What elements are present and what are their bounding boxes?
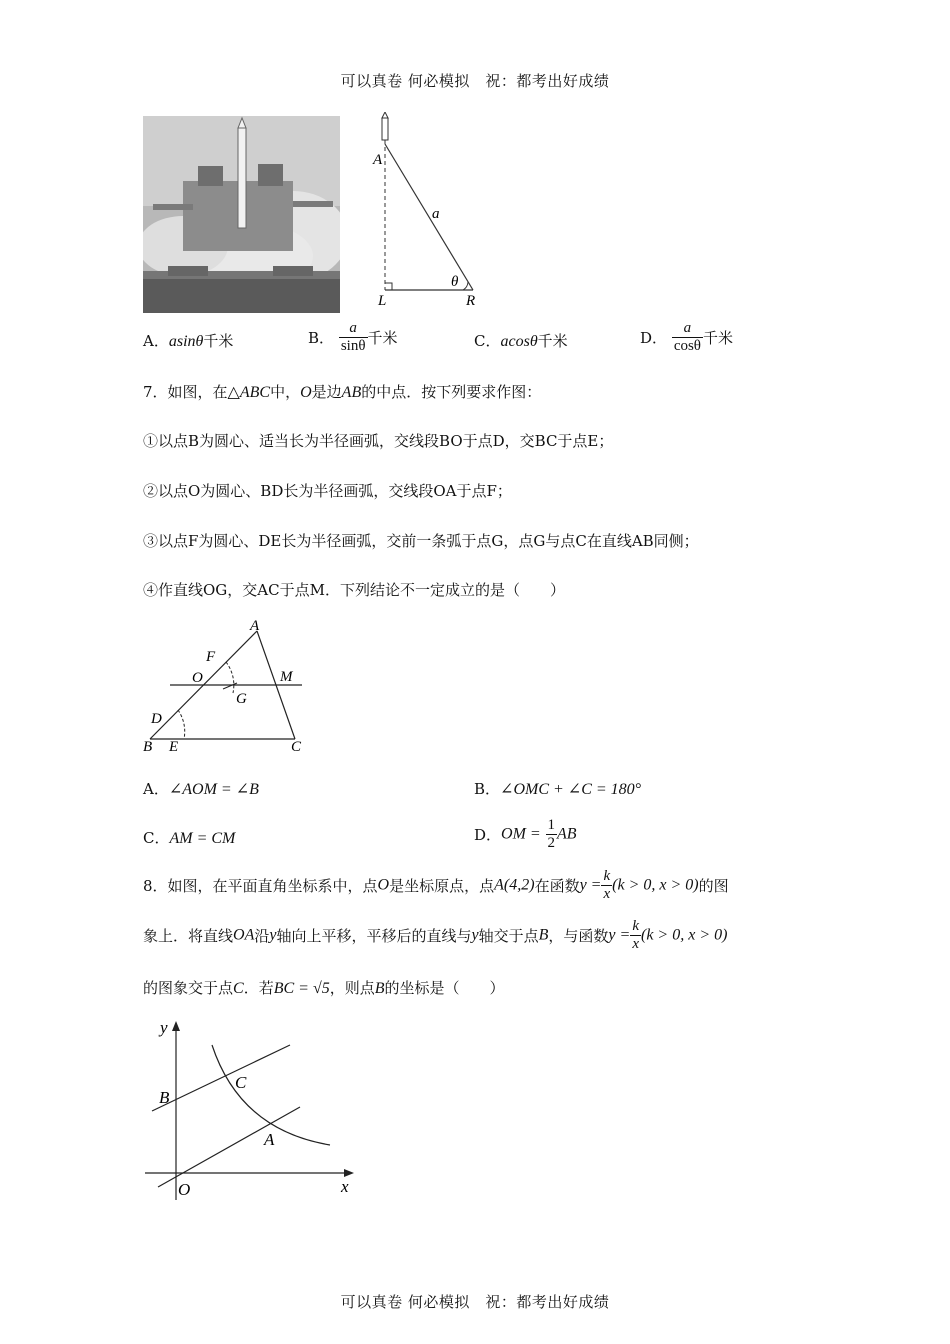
option-fraction: $\frac{a}{\cos\theta}$ (673, 320, 701, 354)
svg-text:C: C (291, 739, 302, 755)
svg-text:O: O (192, 670, 203, 686)
option-unit: 千米 (537, 332, 568, 350)
construction-drawing (140, 615, 320, 760)
page-footer: 可以真卷 何必模拟 祝：都考出好成绩 (340, 1293, 610, 1311)
page-header: 可以真卷 何必模拟 祝：都考出好成绩 (340, 72, 610, 90)
option-unit: 千米 (203, 332, 234, 350)
q7-option-a[interactable]: A．∠AOM = ∠B (143, 780, 259, 798)
svg-text:D: D (151, 711, 162, 727)
svg-text:B: B (159, 1088, 170, 1107)
rocket-launch-photo (143, 116, 340, 313)
q6-option-b[interactable] (308, 320, 398, 355)
label-a: a (432, 206, 440, 222)
q7-option-b[interactable]: B．∠OMC + ∠C = 180° (474, 780, 642, 798)
function-fraction: $\frac{k}{x}$ (603, 868, 611, 902)
svg-text:x: x (341, 1177, 349, 1196)
q7-stem: 7．如图，在△ABC中，O是边AB的中点．按下列要求作图： (143, 383, 542, 401)
svg-text:y: y (160, 1018, 168, 1037)
q8-stem-line2: 象上．将直线OA沿y轴向上平移，平移后的直线与y轴交于点B，与函数y = $\frac{k}{x}$ (k > 0, x > 0) (143, 918, 728, 952)
right-triangle-figure (365, 112, 485, 312)
triangle-construction-figure (140, 615, 320, 760)
option-unit: 千米 (367, 329, 398, 347)
triangle-drawing (365, 112, 485, 312)
function-fraction: $\frac{k}{x}$ (632, 918, 639, 952)
option-letter: A． (143, 332, 169, 350)
option-fraction: $\frac{1}{2}$ (547, 817, 555, 851)
option-expr: asinθ (168, 333, 204, 350)
label-L: L (378, 293, 387, 309)
q7-step-1: ①以点B为圆心、适当长为半径画弧，交线段BO于点D，交BC于点E； (143, 432, 614, 450)
option-letter: B． (308, 329, 335, 347)
svg-text:A: A (264, 1130, 275, 1149)
option-expr: acosθ (500, 333, 538, 350)
svg-text:C: C (235, 1073, 247, 1092)
q7-step-3: ③以点F为圆心、DE长为半径画弧，交前一条弧于点G，点G与点C在直线AB同侧； (143, 532, 699, 550)
q8-stem-line1: 8．如图，在平面直角坐标系中，点O是坐标原点，点A(4,2)在函数y = $\frac{k}{x}$ (k > 0, x > 0)的图 (143, 868, 729, 902)
option-letter: D． (640, 329, 668, 347)
q7-step-2: ②以点O为圆心、BD长为半径画弧，交线段OA于点F； (143, 482, 512, 500)
q7-option-c[interactable]: C．AM = CM (143, 829, 236, 847)
option-letter: C． (474, 332, 501, 350)
label-A: A (373, 152, 383, 168)
q7-step-4: ④作直线OG，交AC于点M．下列结论不一定成立的是（ ） (143, 581, 565, 599)
q7-option-d[interactable]: D．OM = $\frac{1}{2}$ AB (474, 817, 577, 851)
svg-text:A: A (250, 618, 260, 634)
svg-text:O: O (178, 1180, 191, 1199)
q6-option-a[interactable] (143, 330, 233, 351)
option-unit: 千米 (703, 329, 734, 347)
q6-option-c[interactable] (474, 330, 568, 351)
q6-option-d[interactable] (640, 320, 733, 355)
label-theta: θ (451, 274, 459, 290)
coordinate-drawing (140, 1015, 360, 1205)
option-fraction: $\frac{a}{\sin\theta}$ (340, 320, 366, 354)
svg-text:E: E (169, 739, 179, 755)
svg-text:F: F (206, 649, 216, 665)
coordinate-figure (140, 1015, 360, 1205)
q8-stem-line3: 的图象交于点C．若BC = √5，则点B的坐标是（ ） (143, 979, 505, 997)
svg-text:B: B (143, 739, 153, 755)
svg-text:G: G (236, 691, 247, 707)
label-R: R (466, 293, 476, 309)
svg-text:M: M (280, 669, 293, 685)
photo-drawing (143, 116, 340, 313)
